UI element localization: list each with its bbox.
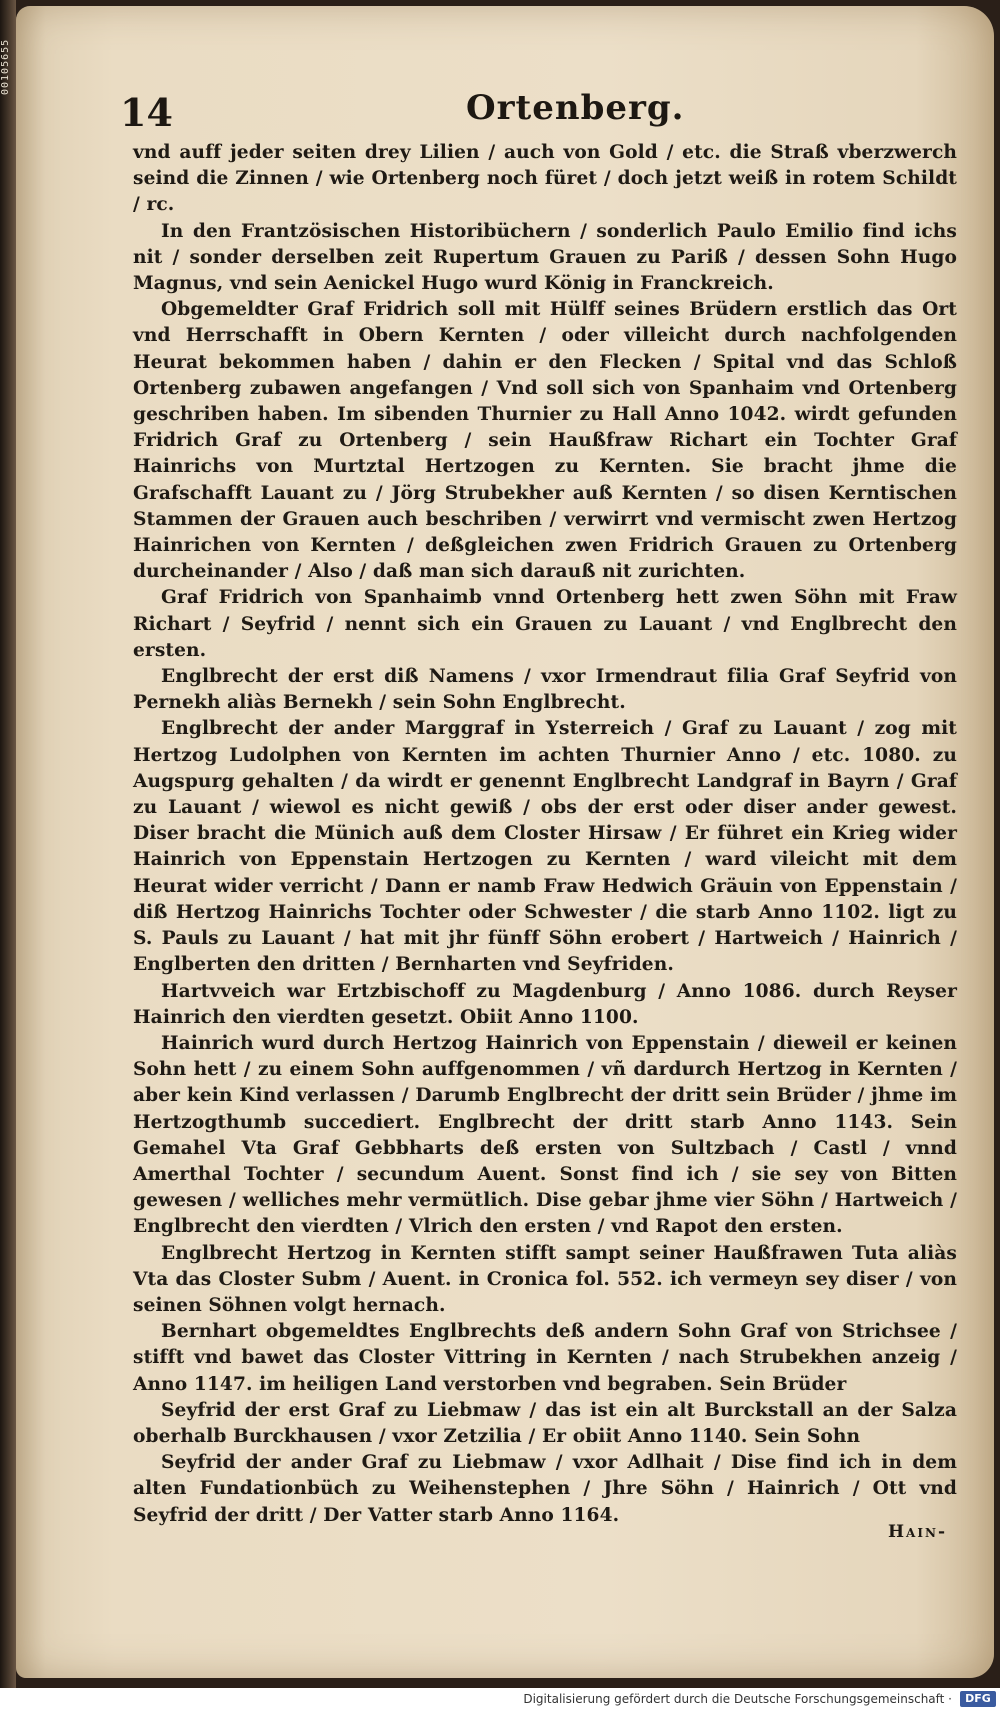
book-page bbox=[16, 6, 994, 1678]
paragraph-2: In den Frantzösischen Historibüchern / sonderlich Paulo Emilio find ichs nit / sonder derselben zeit Rupertum Grauen zu Pariß / dessen Sohn Hugo Magnus, vnd sein Aenickel Hugo wurd König in Franckreich. bbox=[133, 220, 957, 295]
footer-bar bbox=[0, 1688, 1000, 1712]
paragraph-10: Bernhart obgemeldtes Englbrechts deß andern Sohn Graf von Strichsee / stifft vnd bawet das Closter Vittring in Kernten / nach Strubekhen anzeig / Anno 1147. im heiligen Land verstorben vnd begraben. Sein Brüder bbox=[133, 1321, 957, 1395]
paragraph-12: Seyfrid der ander Graf zu Liebmaw / vxor Adlhait / Dise find ich in dem alten Fundationbüch zu Weihenstephen / Jhre Söhn / Hainrich / Ott vnd Seyfrid der dritt / Der Vatter starb Anno 1164. bbox=[133, 1452, 957, 1526]
paragraph-8: Hainrich wurd durch Hertzog Hainrich von Eppenstain / dieweil er keinen Sohn hett / zu einem Sohn auffgenommen / vñ dardurch Hertzog in Kernten / aber kein Kind verlassen / Darumb Englbrecht der dritt sein Brüder / jhme im Hertzogthumb succediert. Englbrecht der dritt starb Anno 1143. Sein Gemahel Vta Graf Gebbharts deß ersten von Sultzbach / Castl / vnnd Amerthal Tochter / secundum Auent. Sonst find ich / sie sey von Bitten gewesen / welliches mehr vermütlich. Dise gebar jhme vier Söhn / Hartweich / Englbrecht den vierdten / Vlrich den ersten / vnd Rapot den ersten. bbox=[133, 1032, 957, 1238]
catchword: Hain- bbox=[888, 1522, 948, 1542]
paragraph-7: Hartvveich war Ertzbischoff zu Magdenburg / Anno 1086. durch Reyser Hainrich den vierdten gesetzt. Obiit Anno 1100. bbox=[133, 980, 957, 1028]
paragraph-4: Graf Fridrich von Spanhaimb vnnd Ortenberg hett zwen Söhn mit Fraw Richart / Seyfrid / nennt sich ein Grauen zu Lauant / vnd Englbrecht den ersten. bbox=[133, 587, 957, 661]
page-header bbox=[16, 82, 994, 142]
text-block bbox=[133, 140, 957, 1529]
running-title: Ortenberg. bbox=[466, 88, 685, 128]
paragraph-6: Englbrecht der ander Marggraf in Ysterreich / Graf zu Lauant / zog mit Hertzog Ludolphen von Kernten im achten Thurnier Anno / etc. 1080. zu Augspurg gehalten / da wirdt er genennt Englbrecht Landgraf in Bayrn / Graf zu Lauant / wiewol es nicht gewiß / obs der erst oder diser ander gewest. Diser bracht die Münich auß dem Closter Hirsaw / Er führet ein Krieg wider Hainrich von Eppenstain Hertzogen zu Kernten / ward vileicht mit dem Heurat wider verricht / Dann er namb Fraw Hedwich Gräuin von Eppenstain / diß Hertzog Hainrichs Tochter oder Schwester / die starb Anno 1102. ligt zu S. Pauls zu Lauant / hat mit jhr fünff Söhn erobert / Hartweich / Hainrich / Englberten den dritten / Bernharten vnd Seyfriden. bbox=[133, 718, 957, 976]
paragraph-9: Englbrecht Hertzog in Kernten stifft sampt seiner Haußfrawen Tuta aliàs Vta das Closter Subm / Auent. in Cronica fol. 552. ich vermeyn sey diser / von seinen Söhnen volgt hernach. bbox=[133, 1242, 957, 1316]
scan-id: 00105655 bbox=[0, 38, 11, 96]
book-binding-edge bbox=[0, 0, 16, 1712]
paragraph-1: vnd auff jeder seiten drey Lilien / auch von Gold / etc. die Straß vberzwerch seind die Zinnen / wie Ortenberg noch füret / doch jetzt weiß in rotem Schildt / rc. bbox=[133, 142, 957, 216]
page-number: 14 bbox=[120, 90, 173, 135]
dfg-logo-icon: DFG bbox=[960, 1691, 996, 1707]
paragraph-3: Obgemeldter Graf Fridrich soll mit Hülff seines Brüdern erstlich das Ort vnd Herrschafft in Obern Kernten / oder villeicht durch nachfolgenden Heurat bekommen haben / dahin er den Flecken / Spital vnd das Schloß Ortenberg zubawen angefangen / Vnd soll sich von Spanhaim vnd Ortenberg geschriben haben. Im sibenden Thurnier zu Hall Anno 1042. wirdt gefunden Fridrich Graf zu Ortenberg / sein Haußfraw Richart ein Tochter Graf Hainrichs von Murtztal Hertzogen zu Kernten. Sie bracht jhme die Grafschafft Lauant zu / Jörg Strubekher auß Kernten / so disen Kerntischen Stammen der Grauen auch beschriben / verwirrt vnd vermischt zwen Hertzog Hainrichen von Kernten / deßgleichen zwen Fridrich Grauen zu Ortenberg durcheinander / Also / daß man sich darauß nit zurichten. bbox=[133, 299, 957, 583]
footer-credit: Digitalisierung gefördert durch die Deutsche Forschungsgemeinschaft · bbox=[523, 1692, 952, 1706]
paragraph-11: Seyfrid der erst Graf zu Liebmaw / das ist ein alt Burckstall an der Salza oberhalb Burckhausen / vxor Zetzilia / Er obiit Anno 1140. Sein Sohn bbox=[133, 1399, 957, 1447]
paragraph-5: Englbrecht der erst diß Namens / vxor Irmendraut filia Graf Seyfrid von Pernekh aliàs Bernekh / sein Sohn Englbrecht. bbox=[133, 666, 957, 714]
